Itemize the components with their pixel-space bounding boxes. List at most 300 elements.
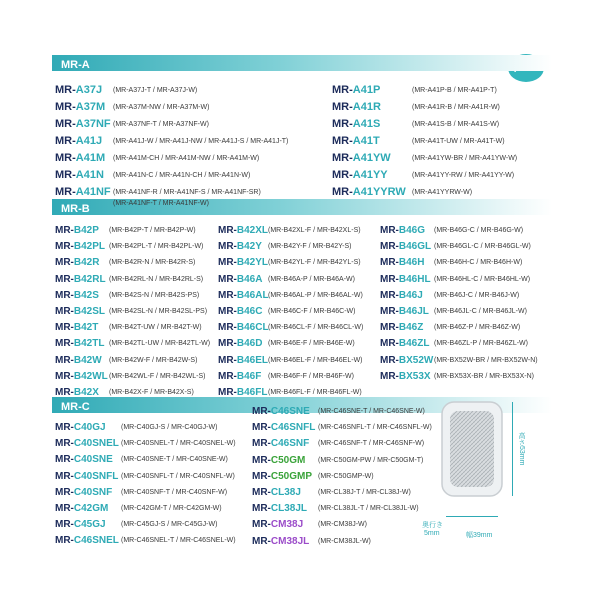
model-prefix: MR- xyxy=(55,306,74,317)
model-prefix: MR- xyxy=(380,289,399,301)
model-prefix: MR- xyxy=(55,454,74,466)
model-row xyxy=(55,530,236,546)
model-suffix: B46C xyxy=(236,306,263,317)
model-variants: (MR-BX53X-BR / MR-BX53X-N) xyxy=(434,372,534,380)
model-row xyxy=(55,382,194,398)
model-prefix: MR- xyxy=(55,84,76,96)
model-prefix: MR- xyxy=(380,225,399,236)
model-suffix: A41YYRW xyxy=(352,186,406,198)
model-suffix: C50GM xyxy=(270,454,306,466)
model-suffix: B46A xyxy=(236,273,263,285)
model-prefix: MR- xyxy=(55,152,76,164)
model-name xyxy=(380,322,434,333)
model-suffix: C46SNF xyxy=(270,438,310,450)
model-suffix: C40SNF xyxy=(73,486,113,498)
model-prefix: MR- xyxy=(55,338,74,350)
model-row xyxy=(380,252,522,268)
model-variants: (MR-A37M-NW / MR-A37M-W) xyxy=(113,104,210,111)
model-suffix: B46FL xyxy=(236,387,268,398)
model-variants: (MR-A41YYRW-W) xyxy=(412,189,473,196)
model-variants: (MR-B42P-T / MR-B42P-W) xyxy=(109,227,196,234)
model-variants: (MR-C40SNE-T / MR-C40SNE-W) xyxy=(121,456,228,464)
model-suffix: B42X xyxy=(73,387,99,398)
model-suffix: B46EL xyxy=(236,354,269,366)
model-prefix: MR- xyxy=(332,152,353,164)
model-row xyxy=(380,269,530,285)
depth-label: 奥行き xyxy=(422,522,443,529)
model-suffix: CL38J xyxy=(270,487,301,498)
model-variants: (MR-C50GM-PW / MR-C50GM-T) xyxy=(318,456,424,464)
model-name xyxy=(252,536,318,547)
model-name xyxy=(218,257,268,268)
height-dimension-line xyxy=(512,402,513,496)
model-prefix: MR- xyxy=(252,470,271,482)
model-suffix: C40SNFL xyxy=(73,470,119,482)
model-suffix: BX53X xyxy=(398,370,431,382)
model-variants: (MR-B46A-P / MR-B46A-W) xyxy=(268,275,355,283)
model-suffix: B42TL xyxy=(73,338,105,350)
model-row xyxy=(332,97,500,113)
model-row xyxy=(252,482,411,498)
model-name xyxy=(380,371,434,382)
model-variants: (MR-A37NF-T / MR-A37NF-W) xyxy=(113,121,209,128)
model-suffix: B46D xyxy=(236,338,263,350)
model-row xyxy=(55,482,227,498)
model-variants: (MR-C42GM-T / MR-C42GM-W) xyxy=(121,505,222,512)
model-suffix: C46SNE xyxy=(270,406,310,417)
section-label-mr-c: MR-C xyxy=(61,401,90,413)
model-name xyxy=(252,438,318,449)
model-name xyxy=(380,290,434,301)
model-variants: (MR-A37J-T / MR-A37J-W) xyxy=(113,87,198,94)
model-name xyxy=(55,152,113,164)
model-name xyxy=(332,118,412,130)
model-name xyxy=(380,225,434,236)
model-row xyxy=(252,514,367,530)
model-variants: (MR-C46SNEL-T / MR-C46SNEL-W) xyxy=(121,537,236,545)
model-variants: (MR-B46E-F / MR-B46E-W) xyxy=(268,340,355,348)
model-name xyxy=(55,387,109,398)
model-prefix: MR- xyxy=(55,503,74,514)
model-row xyxy=(55,514,217,530)
model-variants: (MR-B42S-N / MR-B42S-PS) xyxy=(109,291,200,299)
model-row xyxy=(380,285,519,301)
model-name xyxy=(55,225,109,236)
model-name xyxy=(55,135,113,147)
model-name xyxy=(55,503,121,514)
model-name xyxy=(55,186,113,198)
model-suffix: A41YW xyxy=(352,152,391,164)
model-prefix: MR- xyxy=(380,306,399,317)
model-prefix: MR- xyxy=(218,387,237,398)
model-variants: (MR-B46Z-P / MR-B46Z-W) xyxy=(434,324,521,332)
model-row xyxy=(380,333,528,349)
model-name xyxy=(55,535,121,546)
model-suffix: A41N xyxy=(75,169,104,181)
model-suffix: B46GL xyxy=(398,241,432,253)
model-suffix: B46H xyxy=(398,257,425,269)
model-name xyxy=(218,274,268,285)
model-row xyxy=(55,333,210,349)
model-variants: (MR-B46ZL-P / MR-B46ZL-W) xyxy=(434,340,528,348)
model-name xyxy=(55,322,109,333)
model-name xyxy=(55,519,121,530)
model-suffix: B46HL xyxy=(398,273,431,285)
model-suffix: C42GM xyxy=(73,503,109,514)
model-row xyxy=(252,450,423,466)
model-row xyxy=(55,148,259,164)
model-row xyxy=(332,114,499,130)
model-variants: (MR-C46SNF-T / MR-C46SNF-W) xyxy=(318,440,425,448)
model-name xyxy=(380,241,434,252)
model-suffix: C40GJ xyxy=(73,422,106,433)
model-suffix: B42SL xyxy=(73,306,106,317)
model-name xyxy=(55,274,109,285)
model-row xyxy=(332,148,517,164)
model-variants: (MR-A41YW-BR / MR-A41YW-W) xyxy=(412,155,518,162)
model-prefix: MR- xyxy=(55,169,76,181)
model-variants: (MR-A41NF-T / MR-A41NF-W) xyxy=(113,200,209,207)
model-variants: (MR-CM38J-W) xyxy=(318,521,367,529)
model-name xyxy=(380,274,434,285)
model-suffix: B46AL xyxy=(236,289,269,301)
model-row xyxy=(55,236,203,252)
model-row xyxy=(55,80,197,96)
model-variants: (MR-B42T-UW / MR-B42T-W) xyxy=(109,324,202,332)
model-prefix: MR- xyxy=(55,387,74,398)
model-row xyxy=(380,236,531,252)
model-prefix: MR- xyxy=(218,225,237,236)
model-row xyxy=(380,301,527,317)
model-name xyxy=(332,84,412,96)
model-row xyxy=(332,165,514,181)
model-prefix: MR- xyxy=(55,519,74,531)
model-row xyxy=(218,301,356,317)
model-variants: (MR-C40GJ-S / MR-C40GJ-W) xyxy=(121,424,218,431)
model-suffix: B42T xyxy=(73,322,99,334)
model-name xyxy=(252,422,318,433)
model-row xyxy=(252,531,371,547)
model-row xyxy=(218,220,361,236)
model-variants: (MR-B46CL-F / MR-B46CL-W) xyxy=(268,324,364,332)
model-suffix: B46F xyxy=(236,370,262,382)
model-prefix: MR- xyxy=(55,118,76,130)
model-suffix: A37J xyxy=(75,84,103,96)
model-prefix: MR- xyxy=(380,241,399,253)
model-prefix: MR- xyxy=(380,370,399,382)
model-variants: (MR-B46J-C / MR-B46J-W) xyxy=(434,291,520,299)
model-row xyxy=(218,333,355,349)
model-name xyxy=(218,322,268,333)
model-name xyxy=(252,471,318,482)
model-name xyxy=(332,152,412,164)
model-name xyxy=(55,438,121,449)
model-row-continuation xyxy=(113,193,209,209)
model-row xyxy=(218,350,363,366)
width-label: 幅39mm xyxy=(466,532,493,539)
model-suffix: C40SNEL xyxy=(73,438,119,450)
model-row xyxy=(218,317,363,333)
model-suffix: A41P xyxy=(352,84,381,96)
section-label-mr-b: MR-B xyxy=(61,203,90,215)
model-name xyxy=(218,290,268,301)
model-variants: (MR-B42Y-F / MR-B42Y-S) xyxy=(268,243,352,251)
model-row xyxy=(55,97,209,113)
model-row xyxy=(55,269,203,285)
model-prefix: MR- xyxy=(218,257,237,269)
model-name xyxy=(218,371,268,382)
model-prefix: MR- xyxy=(55,186,76,198)
model-suffix: B46ZL xyxy=(398,338,430,350)
model-variants: (MR-B46H-C / MR-B46H-W) xyxy=(434,259,523,267)
model-prefix: MR- xyxy=(332,169,353,181)
model-suffix: BX52W xyxy=(398,354,434,366)
model-prefix: MR- xyxy=(252,422,271,434)
model-variants: (MR-B42YL-F / MR-B42YL-S) xyxy=(268,259,361,267)
model-row xyxy=(332,131,505,147)
model-variants: (MR-A41YY-RW / MR-A41YY-W) xyxy=(412,172,515,179)
model-name xyxy=(55,169,113,181)
model-suffix: B42P xyxy=(73,225,99,236)
model-name xyxy=(380,338,434,349)
model-name xyxy=(252,487,318,498)
model-variants: (MR-A41S-B / MR-A41S-W) xyxy=(412,121,500,128)
model-prefix: MR- xyxy=(55,273,74,285)
model-suffix: B42YL xyxy=(236,257,269,269)
model-name xyxy=(252,406,318,417)
model-variants: (MR-B46HL-C / MR-B46HL-W) xyxy=(434,275,531,283)
model-suffix: CM38JL xyxy=(270,535,310,547)
model-variants: (MR-C46SNE-T / MR-C46SNE-W) xyxy=(318,408,425,415)
model-suffix: C50GMP xyxy=(270,470,313,482)
model-prefix: MR- xyxy=(252,503,271,515)
model-suffix: B42W xyxy=(73,354,102,366)
model-name xyxy=(218,306,268,317)
model-variants: (MR-B42WL-F / MR-B42WL-S) xyxy=(109,372,206,380)
model-name xyxy=(55,241,109,252)
model-prefix: MR- xyxy=(252,487,271,498)
model-name xyxy=(252,519,318,530)
model-prefix: MR- xyxy=(380,273,399,285)
model-suffix: A41J xyxy=(75,135,103,147)
model-suffix: A41NF xyxy=(75,186,111,198)
model-prefix: MR- xyxy=(332,135,353,147)
model-prefix: MR- xyxy=(380,354,399,366)
model-prefix: MR- xyxy=(55,535,74,547)
model-variants: (MR-B46GL-C / MR-B46GL-W) xyxy=(434,243,531,251)
model-prefix: MR- xyxy=(55,470,74,482)
model-prefix: MR- xyxy=(380,338,399,350)
model-variants: (MR-B42X-F / MR-B42X-S) xyxy=(109,389,194,396)
model-suffix: C40SNE xyxy=(73,454,113,466)
section-label-mr-a: MR-A xyxy=(61,59,90,71)
model-variants: (MR-B46C-F / MR-B46C-W) xyxy=(268,308,356,315)
model-suffix: B42WL xyxy=(73,370,108,382)
model-prefix: MR- xyxy=(218,322,237,334)
model-prefix: MR- xyxy=(218,273,237,285)
model-variants: (MR-B42PL-T / MR-B42PL-W) xyxy=(109,243,204,251)
model-row xyxy=(55,498,222,514)
model-prefix: MR- xyxy=(218,370,237,382)
model-variants: (MR-B46AL-P / MR-B46AL-W) xyxy=(268,291,363,299)
filter-image xyxy=(440,400,504,498)
model-suffix: CM38J xyxy=(270,519,304,531)
model-variants: (MR-C40SNFL-T / MR-C40SNFL-W) xyxy=(121,472,235,480)
model-name xyxy=(252,503,318,514)
model-suffix: B42RL xyxy=(73,273,106,285)
model-variants: (MR-C50GMP-W) xyxy=(318,472,374,480)
model-suffix: B46Z xyxy=(398,322,424,334)
model-name xyxy=(252,455,318,466)
model-variants: (MR-B42W-F / MR-B42W-S) xyxy=(109,356,198,364)
model-name xyxy=(55,371,109,382)
model-row xyxy=(55,433,236,449)
model-name xyxy=(55,84,113,96)
model-prefix: MR- xyxy=(218,306,237,317)
model-row xyxy=(218,269,355,285)
model-row xyxy=(252,498,419,514)
model-suffix: B42R xyxy=(73,257,100,269)
model-name xyxy=(332,169,412,181)
model-suffix: B42Y xyxy=(236,241,262,253)
model-variants: (MR-A41M-CH / MR-A41M-NW / MR-A41M-W) xyxy=(113,155,260,162)
height-label: 高さ53mm xyxy=(518,432,525,466)
model-row xyxy=(332,182,472,198)
model-name xyxy=(55,338,109,349)
model-prefix: MR- xyxy=(55,257,74,269)
model-row xyxy=(252,417,432,433)
model-suffix: B42XL xyxy=(236,225,269,236)
model-suffix: C45GJ xyxy=(73,519,106,531)
model-prefix: MR- xyxy=(252,519,271,531)
model-variants: (MR-BX52W-BR / MR-BX52W-N) xyxy=(434,356,538,364)
model-name xyxy=(55,118,113,130)
model-row xyxy=(55,366,205,382)
model-suffix: C46SNFL xyxy=(270,422,316,434)
model-name xyxy=(218,338,268,349)
model-prefix: MR- xyxy=(55,225,74,236)
model-variants: (MR-B42SL-N / MR-B42SL-PS) xyxy=(109,308,208,315)
model-variants: (MR-B42R-N / MR-B42R-S) xyxy=(109,259,196,267)
model-row xyxy=(55,350,197,366)
model-row xyxy=(55,131,288,147)
model-variants: (MR-CL38J-T / MR-CL38J-W) xyxy=(318,489,411,496)
model-name xyxy=(55,257,109,268)
model-name xyxy=(218,355,268,366)
model-row xyxy=(55,417,217,433)
model-variants: (MR-C45GJ-S / MR-C45GJ-W) xyxy=(121,521,218,529)
model-row xyxy=(218,236,352,252)
model-prefix: MR- xyxy=(55,438,74,450)
model-prefix: MR- xyxy=(332,101,353,113)
model-prefix: MR- xyxy=(55,354,74,366)
model-name xyxy=(332,101,412,113)
model-variants: (MR-A41J-W / MR-A41J-NW / MR-A41J-S / MR-A41J-T) xyxy=(113,138,289,145)
model-variants: (MR-C40SNEL-T / MR-C40SNEL-W) xyxy=(121,440,236,448)
model-name xyxy=(332,135,412,147)
model-row xyxy=(380,317,520,333)
model-row xyxy=(252,466,374,482)
model-row xyxy=(55,220,196,236)
model-row xyxy=(55,301,207,317)
model-name xyxy=(380,355,434,366)
model-row xyxy=(55,252,195,268)
model-variants: (MR-A41R-B / MR-A41R-W) xyxy=(412,104,500,111)
model-prefix: MR- xyxy=(218,338,237,350)
model-name xyxy=(218,241,268,252)
model-name xyxy=(218,225,268,236)
model-row xyxy=(218,285,363,301)
width-dimension-line xyxy=(446,516,498,517)
model-name xyxy=(55,422,121,433)
model-variants: (MR-C40SNF-T / MR-C40SNF-W) xyxy=(121,488,228,496)
model-suffix: B46G xyxy=(398,225,426,236)
model-suffix: A37M xyxy=(75,101,106,113)
model-name xyxy=(55,471,121,482)
model-variants: (MR-CL38JL-T / MR-CL38JL-W) xyxy=(318,505,419,513)
model-variants: (MR-B42RL-N / MR-B42RL-S) xyxy=(109,275,204,283)
depth-value: 5mm xyxy=(424,530,440,537)
model-name xyxy=(55,306,109,317)
model-name xyxy=(55,454,121,465)
model-prefix: MR- xyxy=(218,354,237,366)
model-suffix: A37NF xyxy=(75,118,111,130)
model-name xyxy=(55,487,121,498)
model-prefix: MR- xyxy=(252,454,271,466)
model-suffix: B42S xyxy=(73,289,99,301)
model-variants: (MR-B46F-F / MR-B46F-W) xyxy=(268,372,354,380)
model-name xyxy=(380,306,434,317)
model-prefix: MR- xyxy=(332,186,353,198)
model-variants: (MR-B46EL-F / MR-B46EL-W) xyxy=(268,356,363,364)
model-name xyxy=(55,101,113,113)
model-prefix: MR- xyxy=(55,135,76,147)
model-row xyxy=(55,165,250,181)
model-prefix: MR- xyxy=(55,486,74,498)
model-variants: (MR-C46SNFL-T / MR-C46SNFL-W) xyxy=(318,424,432,432)
model-variants: (MR-A41NF-R / MR-A41NF-S / MR-A41NF-SR) xyxy=(113,189,261,196)
model-variants: (MR-B42XL-F / MR-B42XL-S) xyxy=(268,227,361,234)
model-row xyxy=(380,220,523,236)
model-row xyxy=(55,285,199,301)
model-variants: (MR-B42TL-UW / MR-B42TL-W) xyxy=(109,340,211,348)
model-name xyxy=(380,257,434,268)
model-name xyxy=(218,387,268,398)
model-suffix: B46CL xyxy=(236,322,269,334)
model-prefix: MR- xyxy=(55,101,76,113)
model-name xyxy=(55,290,109,301)
model-suffix: B46JL xyxy=(398,306,429,317)
model-variants: (MR-A41T-UW / MR-A41T-W) xyxy=(412,138,505,145)
model-prefix: MR- xyxy=(218,241,237,253)
model-prefix: MR- xyxy=(332,118,353,130)
model-suffix: CL38JL xyxy=(270,503,308,515)
model-row xyxy=(55,317,202,333)
model-prefix: MR- xyxy=(332,84,353,96)
model-suffix: B46J xyxy=(398,289,423,301)
model-suffix: C46SNEL xyxy=(73,535,119,547)
model-prefix: MR- xyxy=(252,535,271,547)
model-prefix: MR- xyxy=(252,438,271,450)
model-suffix: A41M xyxy=(75,152,106,164)
model-row xyxy=(55,114,209,130)
model-suffix: A41R xyxy=(352,101,381,113)
model-row xyxy=(332,80,497,96)
model-prefix: MR- xyxy=(380,322,399,334)
model-row xyxy=(380,350,538,366)
model-suffix: A41YY xyxy=(352,169,388,181)
model-prefix: MR- xyxy=(380,257,399,269)
